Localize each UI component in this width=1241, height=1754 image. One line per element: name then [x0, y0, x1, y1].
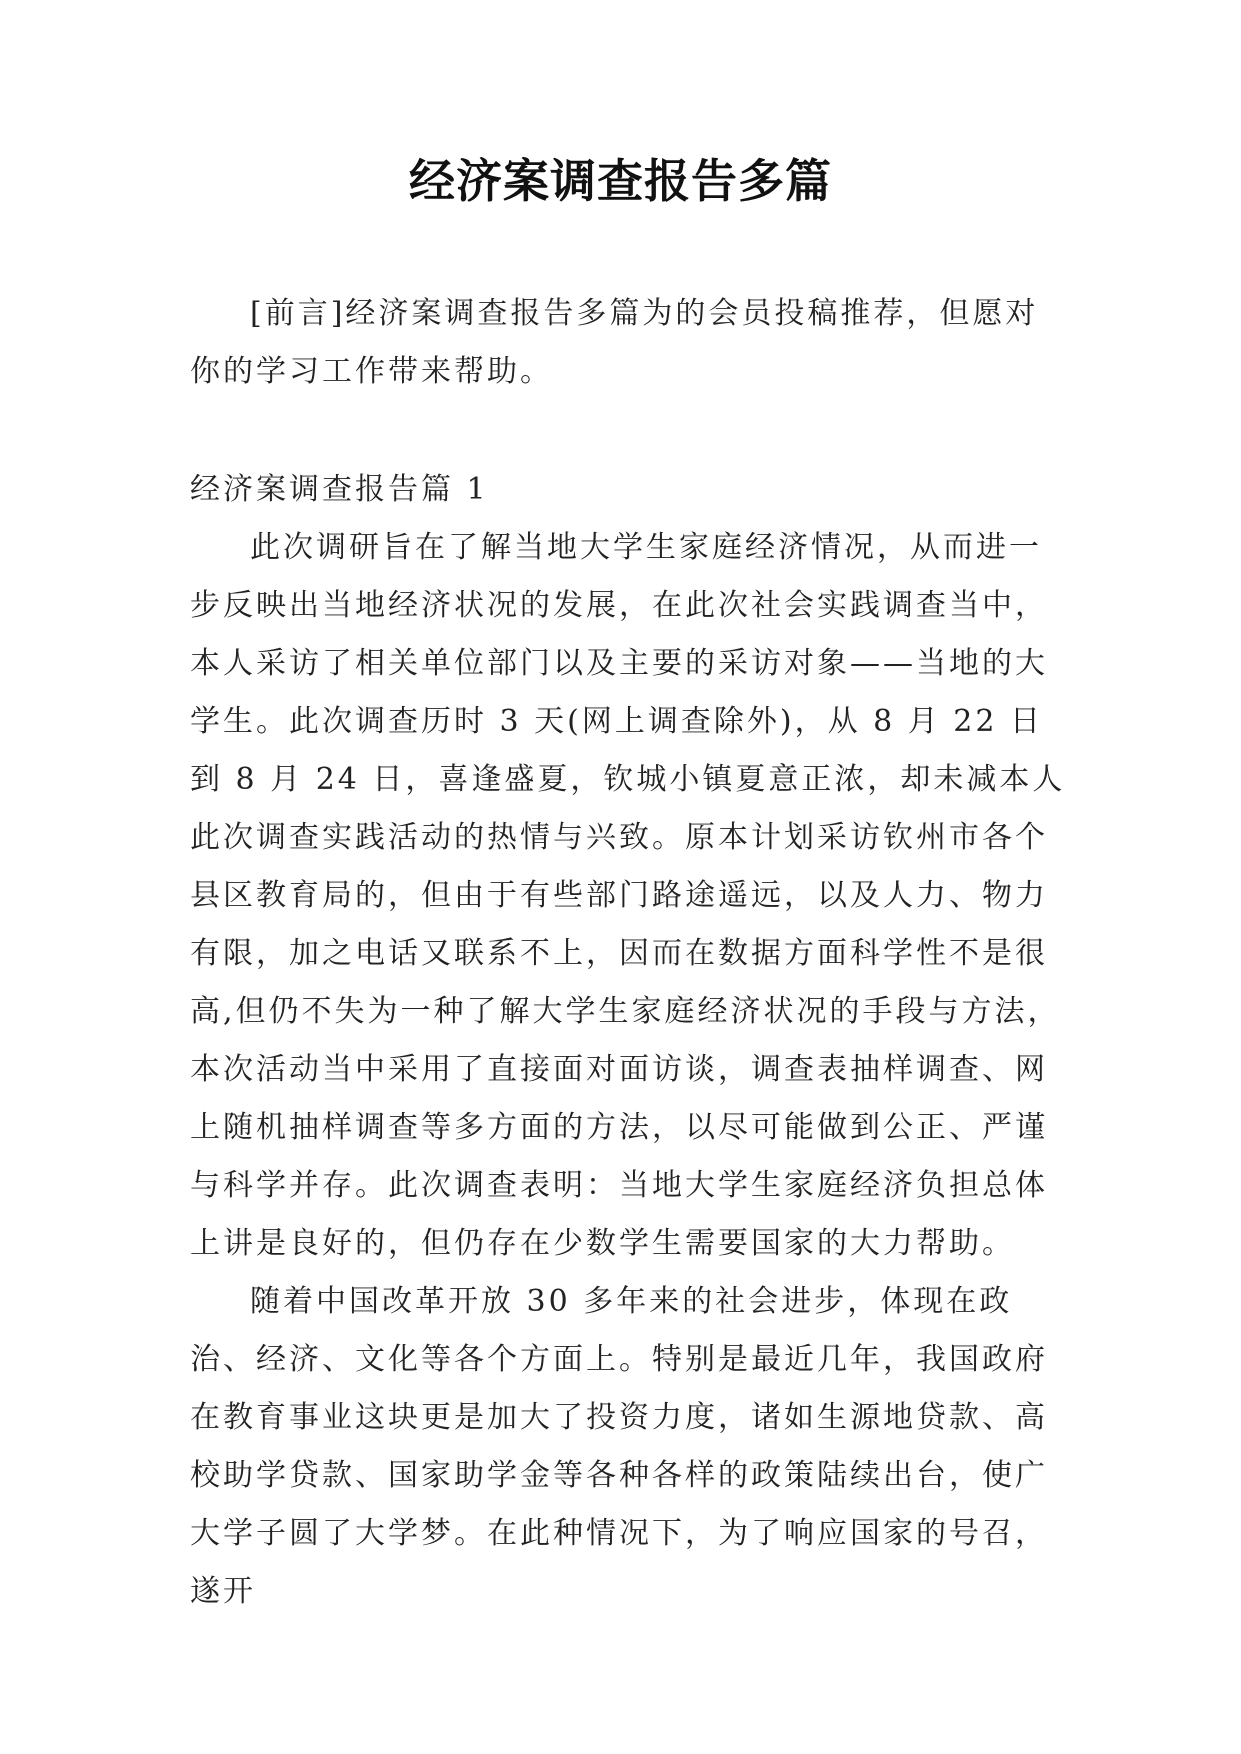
body-paragraph-2: 随着中国改革开放 30 多年来的社会进步，体现在政治、经济、文化等各个方面上。特别是最近几年，我国政府在教育事业这块更是加大了投资力度，诸如生源地贷款、高校助学贷款、国家助学金等各种各样的政策陆续出台，使广大学子圆了大学梦。在此种情况下，为了响应国家的号召，遂开	[190, 1284, 1048, 1609]
preface-paragraph: [前言]经济案调查报告多篇为的会员投稿推荐，但愿对你的学习工作带来帮助。	[190, 296, 1039, 389]
section-heading: 经济案调查报告篇 1	[190, 472, 489, 507]
document-title: 经济案调查报告多篇	[409, 154, 832, 208]
body-paragraph-1: 此次调研旨在了解当地大学生家庭经济情况，从而进一步反映出当地经济状况的发展，在此次社会实践调查当中，本人采访了相关单位部门以及主要的采访对象——当地的大学生。此次调查历时 3 天(网上调查除外)，从 8 月 22 日到 8 月 24 日，喜逢盛夏，钦城小镇夏意正浓，却未减本人此次调查实践活动的热情与兴致。原本计划采访钦州市各个县区教育局的，但由于有些部门路途遥远，以及人力、物力有限，加之电话又联系不上，因而在数据方面科学性不是很高,但仍不失为一种了解大学生家庭经济状况的手段与方法，本次活动当中采用了直接面对面访谈，调查表抽样调查、网上随机抽样调查等多方面的方法，以尽可能做到公正、严谨与科学并存。此次调查表明：当地大学生家庭经济负担总体上讲是良好的，但仍存在少数学生需要国家的大力帮助。	[190, 530, 1066, 1261]
document-body	[190, 285, 1070, 1621]
